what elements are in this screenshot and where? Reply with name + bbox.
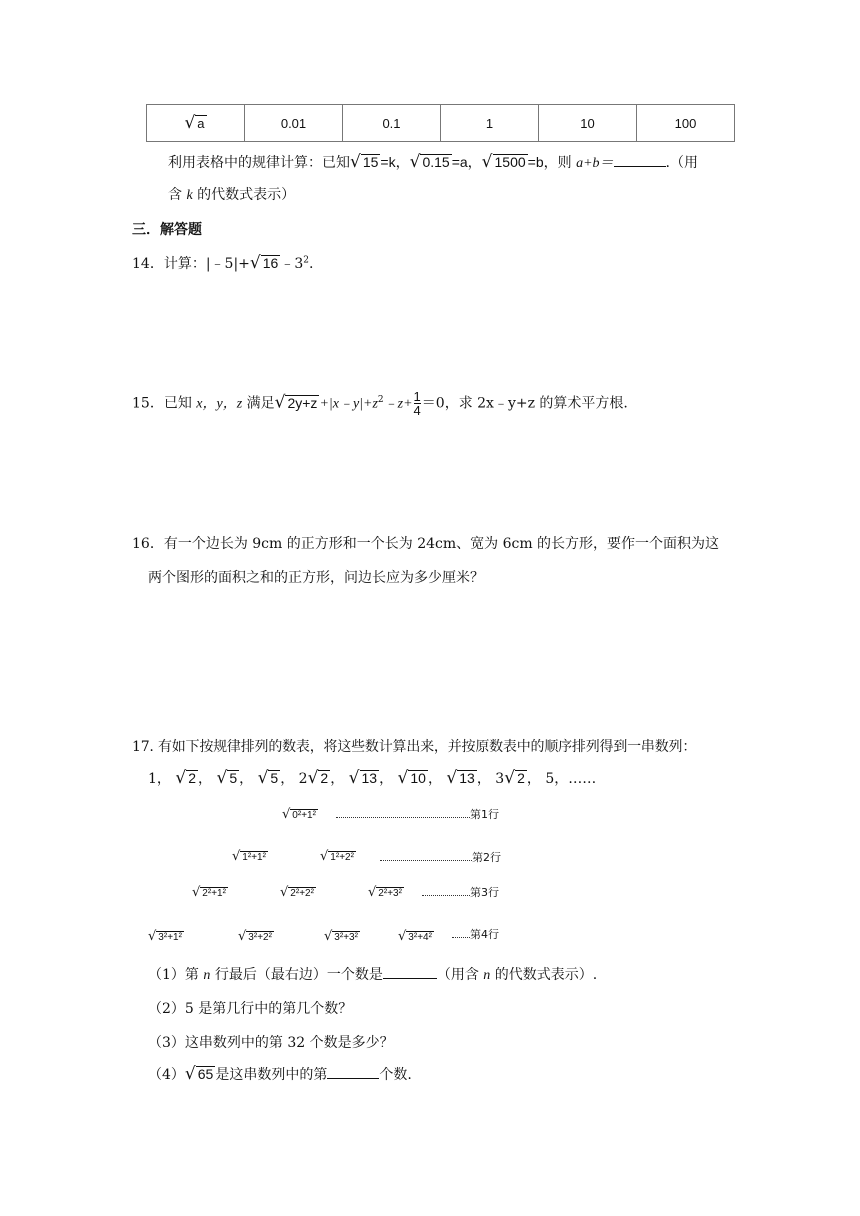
triangle-item	[368, 884, 404, 900]
variables: x，y，z	[196, 396, 243, 412]
text: 含	[168, 187, 182, 203]
question-number: 14．	[132, 256, 164, 272]
text: 有如下按规律排列的数表，将这些数计算出来，并按原数表中的顺序排列得到一串数列：	[157, 739, 697, 755]
sqrt-sign: √	[397, 768, 409, 788]
sqrt-sign: √	[148, 929, 157, 944]
row-leader	[452, 926, 499, 942]
sequence-term: 3√ 2 ，	[495, 768, 541, 788]
table-cell: 1	[441, 105, 539, 142]
equation-text: =b，则	[527, 154, 572, 170]
radicand: 3²+4²	[408, 932, 432, 943]
radicand: 13	[361, 770, 378, 786]
sqrt-sign: √	[446, 768, 458, 788]
row-leader	[336, 806, 499, 822]
row-leader	[422, 884, 499, 900]
variable: k	[186, 188, 193, 203]
q13-line1: 利用表格中的规律计算：已知√ 15 =k，√ 0.15 =a，√ 1500 =b，则 a+b＝ .（用	[168, 152, 698, 172]
text: 有一个边长为 9cm 的正方形和一个长为 24cm、宽为 6cm 的长方形，要作一个面积为这	[163, 536, 720, 552]
denominator: 4	[413, 403, 421, 418]
text: 已知	[163, 395, 192, 412]
triangle-item	[324, 928, 360, 944]
section-heading: 三．解答题	[132, 222, 202, 238]
sequence-term: √ 13 ，	[348, 768, 394, 788]
text: ＝0，求 2x﹣y+z 的算术平方根.	[421, 395, 628, 412]
text: ﹣3	[280, 256, 304, 272]
radicand: 2	[188, 770, 197, 786]
radicand: 15	[362, 154, 379, 170]
row-label: 第2行	[472, 851, 501, 864]
coefficient: 3	[495, 771, 505, 787]
text: 行最后（最右边）一个数是	[214, 967, 383, 983]
sequence	[148, 768, 596, 788]
triangle-item	[320, 848, 356, 864]
fraction	[414, 390, 421, 417]
expression: ﹣z+	[383, 396, 413, 412]
table-header-cell	[147, 105, 245, 142]
sequence-term: √ 13 ，	[446, 768, 491, 788]
value-table	[146, 104, 735, 142]
sqrt-sign: √	[257, 768, 269, 788]
table-row	[147, 105, 735, 142]
text: 的代数式表示）	[197, 187, 296, 203]
radicand: 2	[517, 770, 525, 786]
dotted-leader	[422, 887, 470, 896]
sqrt-sign: √	[504, 768, 516, 788]
text: .（用	[665, 155, 698, 171]
answer-blank	[614, 154, 666, 167]
question-number: 15．	[132, 395, 164, 412]
radicand: 65	[197, 1066, 214, 1082]
question-17-part-2: （2）5 是第几行中的第几个数？	[148, 1001, 353, 1017]
text: 满足	[246, 395, 275, 412]
text: .	[308, 256, 314, 272]
sequence-term: √ 5 ，	[216, 768, 254, 788]
triangle-item	[148, 928, 184, 944]
triangle-item	[232, 848, 268, 864]
text: 计算：|﹣5|+	[163, 256, 250, 272]
question-17-part-4	[148, 1064, 412, 1084]
question-14	[132, 253, 313, 273]
answer-blank	[383, 966, 437, 979]
radicand: 5	[229, 770, 238, 786]
text: 的代数式表示）.	[494, 967, 598, 983]
sqrt-sign: √	[184, 1064, 196, 1084]
radicand: 2	[320, 770, 329, 786]
question-number: 16．	[132, 536, 164, 552]
text: （4）	[148, 1067, 185, 1083]
sqrt-sign: √	[324, 929, 333, 944]
sqrt-sign: √	[184, 113, 196, 133]
sqrt-sign: √	[280, 885, 289, 900]
radicand: 5	[270, 770, 279, 786]
question-17-part-1	[148, 964, 597, 984]
q13-line2	[168, 184, 295, 204]
row-leader	[380, 849, 501, 865]
text: 是这串数列中的第	[215, 1067, 328, 1083]
radicand: 3²+2²	[248, 932, 272, 943]
sqrt-sign: √	[409, 152, 421, 172]
equation-text: =k，	[380, 154, 410, 170]
triangle-item	[238, 928, 274, 944]
sqrt-sign: √	[307, 768, 319, 788]
sqrt-sign: √	[232, 849, 241, 864]
radicand: 2y+z	[287, 394, 318, 411]
exponent: 2	[303, 255, 309, 266]
sqrt-sign: √	[348, 768, 360, 788]
sqrt-sign: √	[192, 885, 201, 900]
row-label: 第4行	[470, 928, 499, 941]
sequence-term: 5，……	[545, 771, 597, 787]
row-label: 第1行	[470, 808, 499, 821]
dotted-leader	[452, 929, 470, 938]
sqrt-sign: √	[238, 929, 247, 944]
equation-text: =a，	[451, 154, 482, 170]
radicand: 10	[410, 770, 426, 786]
coefficient: 2	[298, 771, 308, 787]
question-15	[132, 390, 628, 417]
sqrt-sign: √	[481, 152, 493, 172]
sqrt-sign: √	[249, 253, 261, 273]
sqrt-sign: √	[368, 885, 377, 900]
table-cell: 10	[539, 105, 637, 142]
radicand: 3²+3²	[334, 932, 358, 943]
answer-blank	[327, 1066, 379, 1079]
sqrt-sign: √	[282, 807, 291, 822]
question-16-line1	[132, 533, 719, 553]
numerator: 1	[413, 389, 421, 404]
question-17-part-3: （3）这串数列中的第 32 个数是多少？	[148, 1035, 394, 1051]
radicand: 1²+2²	[330, 852, 354, 863]
radicand: 0.15	[422, 154, 450, 170]
sqrt-sign: √	[350, 152, 361, 172]
text: 个数.	[379, 1067, 412, 1083]
radicand: 3²+1²	[158, 932, 182, 943]
dotted-leader	[336, 809, 470, 818]
triangle-item	[398, 928, 434, 944]
question-17-intro	[132, 736, 696, 756]
radicand: 1²+1²	[242, 852, 266, 863]
triangle-item	[192, 884, 228, 900]
radicand: a	[197, 116, 205, 131]
sequence-term: 2√ 2 ，	[298, 768, 345, 788]
variable: n	[483, 968, 491, 983]
sqrt-sign: √	[320, 849, 329, 864]
triangle-item	[280, 884, 316, 900]
question-16-line2: 两个图形的面积之和的正方形，问边长应为多少厘米？	[148, 570, 484, 586]
sqrt-sign: √	[274, 392, 286, 413]
variable: n	[203, 968, 211, 983]
radicand: 16	[262, 255, 279, 271]
dotted-leader	[380, 852, 472, 861]
radicand: 2²+2²	[290, 888, 314, 899]
sequence-term: 1，	[148, 771, 171, 787]
row-label: 第3行	[470, 886, 499, 899]
triangle-item	[282, 806, 318, 822]
text: （1）第	[148, 967, 199, 983]
radicand: 2²+1²	[202, 888, 226, 899]
radicand: 1500	[494, 154, 526, 170]
sqrt-sign: √	[216, 768, 228, 788]
table-cell: 100	[637, 105, 735, 142]
radicand: 0²+1²	[292, 810, 316, 821]
sequence-term: √ 10 ，	[397, 768, 442, 788]
expression: +|x﹣y|+z	[319, 396, 378, 412]
sqrt-sign: √	[175, 768, 187, 788]
table-cell: 0.01	[245, 105, 343, 142]
exponent: 2	[377, 394, 384, 405]
sequence-term: √ 2 ，	[175, 768, 213, 788]
question-number: 17.	[132, 739, 154, 755]
table-cell: 0.1	[343, 105, 441, 142]
radicand: 13	[459, 770, 475, 786]
sum-expression: a+b＝	[576, 156, 614, 171]
sequence-term: √ 5 ，	[257, 768, 295, 788]
text: （用含	[436, 967, 479, 983]
sqrt-sign: √	[398, 929, 407, 944]
radicand: 2²+3²	[378, 888, 402, 899]
